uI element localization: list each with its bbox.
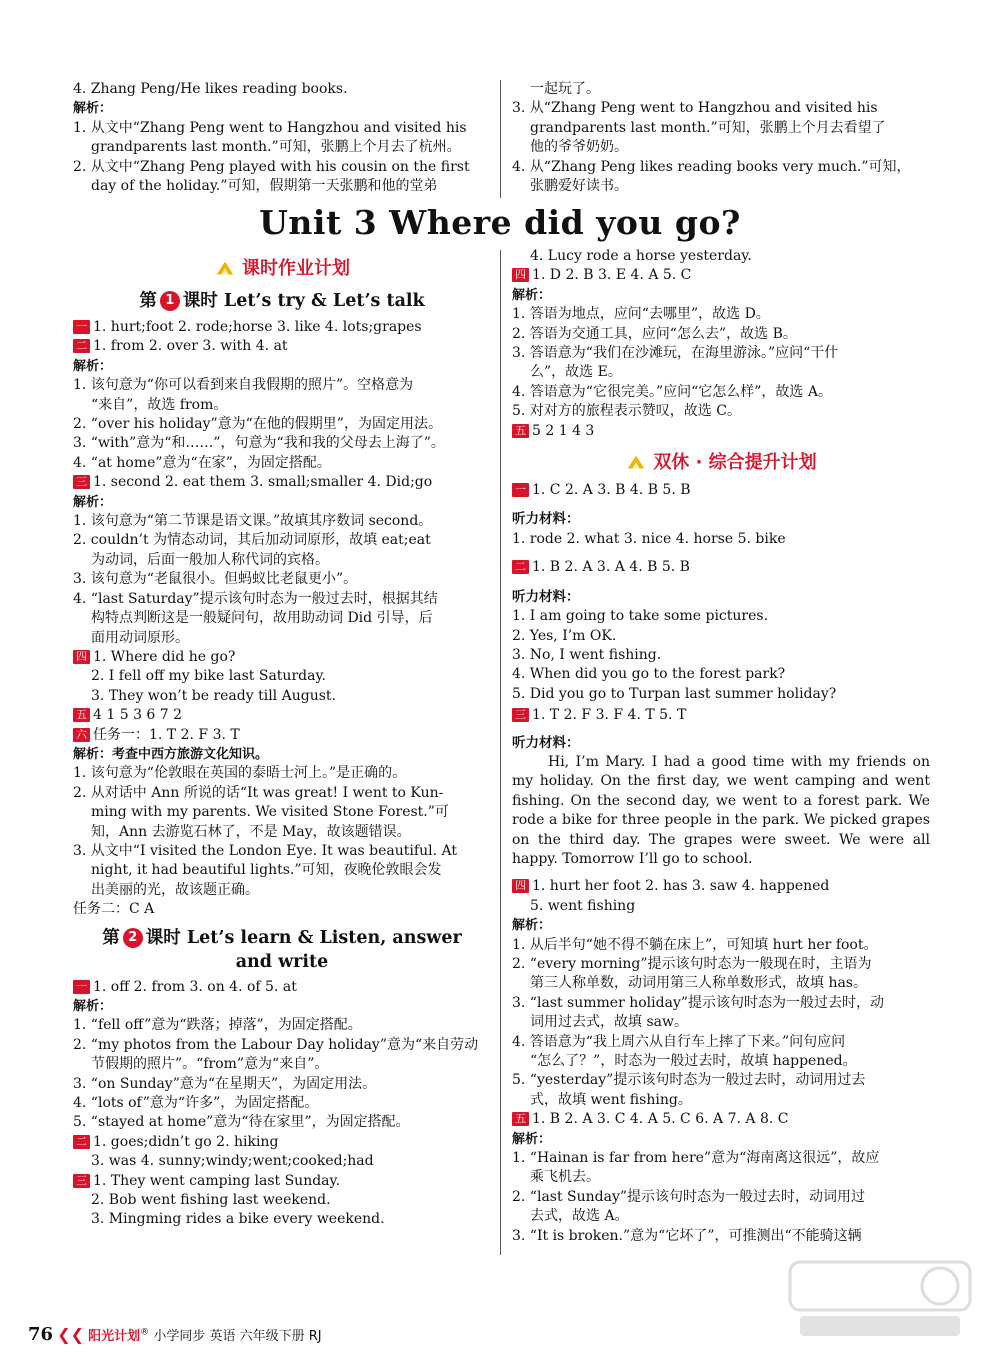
analysis-line: 1. “Hainan is far from here”意为“海南离这很远”，故应 <box>512 1150 880 1167</box>
analysis-line: 3. “It is broken.”意为“它坏了”，可推测出“不能骑这辆 <box>512 1227 862 1244</box>
analysis-line: 4. 从“Zhang Peng likes reading books very much.”可知， <box>512 158 911 175</box>
column-divider-top <box>500 80 501 198</box>
analysis-line: 节假期的照片”。“from”意为“来自”。 <box>91 1056 329 1073</box>
analysis-line: 2. 从文中“Zhang Peng played with his cousin on the first <box>73 158 470 175</box>
answer-line <box>73 726 491 745</box>
answer-line <box>73 1172 491 1191</box>
answer-text: 1. from 2. over 3. with 4. at <box>93 338 288 355</box>
analysis-line: 3. 从文中“I visited the London Eye. It was beautiful. At <box>73 842 457 859</box>
top-right-block <box>512 80 930 196</box>
lesson-title: 课时 Let’s learn & Listen, answer <box>145 927 462 948</box>
lesson-title-cont: and write <box>235 951 329 972</box>
analysis-line: 张鹏爱好读书。 <box>530 178 628 195</box>
analysis-line: 第三人称单数，动词用第三人称单数形式，故填 has。 <box>530 975 867 992</box>
answer-line <box>73 337 491 356</box>
listening-line: 5. Did you go to Turpan last summer holiday? <box>512 685 837 702</box>
sun-hat-icon <box>625 452 647 474</box>
lesson-prefix: 第 <box>102 927 120 948</box>
listening-line: 1. rode 2. what 3. nice 4. horse 5. bike <box>512 530 786 547</box>
analysis-label: 解析：考查中西方旅游文化知识。 <box>73 746 269 762</box>
right-column <box>512 247 930 1246</box>
analysis-line: 2. “over his holiday”意为“在他的假期里”，为固定用法。 <box>73 416 442 433</box>
question-badge: 四 <box>512 879 529 893</box>
question-badge: 三 <box>73 475 90 489</box>
analysis-line: 4. 答语意为“它很完美。”应问“它怎么样”，故选 A。 <box>512 383 832 400</box>
analysis-line: 词用过去式，故填 saw。 <box>530 1014 688 1031</box>
answer-text: 1. second 2. eat them 3. small;smaller 4. Did;go <box>93 474 433 491</box>
answer-line: 4. Lucy rode a horse yesterday. <box>530 248 752 264</box>
answer-text: 5 2 1 4 3 <box>532 422 595 439</box>
analysis-line: 3. “last summer holiday”提示该句时态为一般过去时，动 <box>512 994 885 1011</box>
double-chevron-icon: ❮❮ <box>57 1325 85 1344</box>
analysis-line: ming with my parents. We visited Stone Forest.”可 <box>91 804 449 821</box>
analysis-line: 1. 该句意为“你可以看到来自我假期的照片”。空格意为 <box>73 377 414 394</box>
listening-material-label: 听力材料： <box>512 734 580 751</box>
answer-line <box>512 422 930 441</box>
answer-text: 1. T 2. F 3. F 4. T 5. T <box>532 707 687 724</box>
answer-line <box>73 706 491 725</box>
question-badge: 一 <box>512 483 529 497</box>
question-badge: 三 <box>512 708 529 722</box>
sun-hat-icon <box>214 258 236 280</box>
analysis-line: night, it had beautiful lights.”可知，夜晚伦敦眼会发 <box>91 862 442 879</box>
lesson-title: 课时 Let’s try & Let’s talk <box>182 291 425 311</box>
question-badge: 二 <box>73 1135 90 1149</box>
answer-line: 任务二：C A <box>73 901 155 918</box>
analysis-line: 3. 从“Zhang Peng went to Hangzhou and visited his <box>512 100 878 117</box>
question-badge: 二 <box>73 339 90 353</box>
question-badge: 五 <box>512 1112 529 1126</box>
answer-line <box>512 558 930 577</box>
left-column <box>73 253 491 1230</box>
analysis-line: 知，Ann 去游览石林了，不是 May，故该题错误。 <box>91 823 411 840</box>
analysis-line: 一起玩了。 <box>530 81 600 97</box>
question-badge: 六 <box>73 728 90 742</box>
answer-line <box>512 1110 930 1129</box>
section-title-text: 课时作业计划 <box>242 258 350 280</box>
answer-line: 4. Zhang Peng/He likes reading books. <box>73 81 348 97</box>
answer-text: 1. hurt;foot 2. rode;horse 3. like 4. lots;grapes <box>93 319 422 335</box>
analysis-label: 解析： <box>73 999 113 1014</box>
section-title-homework <box>73 253 491 285</box>
analysis-line: 2. “my photos from the Labour Day holiday”意为“来自劳动 <box>73 1036 479 1053</box>
registered-mark: ® <box>140 1327 150 1338</box>
question-badge: 三 <box>73 1174 90 1188</box>
listening-line: 2. Yes, I’m OK. <box>512 627 617 644</box>
analysis-label: 解析： <box>73 494 113 510</box>
answer-line <box>73 318 491 337</box>
analysis-line: 3. “on Sunday”意为“在星期天”，为固定用法。 <box>73 1075 377 1092</box>
analysis-line: 3. 该句意为“老鼠很小。但蚂蚁比老鼠更小”。 <box>73 571 358 588</box>
answer-line: 3. They won’t be ready till August. <box>91 687 336 704</box>
answer-line: 2. Bob went fishing last weekend. <box>91 1192 331 1209</box>
lesson-number-badge: 2 <box>123 928 143 948</box>
answer-text: 1. off 2. from 3. on 4. of 5. at <box>93 978 297 995</box>
answer-text: 1. B 2. A 3. A 4. B 5. B <box>532 559 690 576</box>
watermark-logo <box>780 1254 980 1344</box>
analysis-line: “来自”，故选 from。 <box>91 396 228 413</box>
analysis-line: 1. 该句意为“第二节课是语文课。”故填其序数词 second。 <box>73 513 433 530</box>
analysis-line: 1. 答语为地点，应问“去哪里”，故选 D。 <box>512 306 770 323</box>
listening-material-label: 听力材料： <box>512 588 580 605</box>
answer-text: 1. C 2. A 3. B 4. B 5. B <box>532 482 691 499</box>
analysis-line: 2. 答语为交通工具，应问“怎么去”，故选 B。 <box>512 325 797 342</box>
analysis-line: 2. couldn’t 为情态动词，其后加动词原形，故填 eat;eat <box>73 532 431 549</box>
question-badge: 四 <box>73 650 90 664</box>
analysis-line: 5. 对对方的旅程表示赞叹，故选 C。 <box>512 403 741 420</box>
answer-text: 1. D 2. B 3. E 4. A 5. C <box>532 267 692 284</box>
analysis-line: 5. “yesterday”提示该句时态为一般过去时，动词用过去 <box>512 1072 866 1089</box>
answer-text: 4 1 5 3 6 7 2 <box>93 707 183 724</box>
listening-line: 1. I am going to take some pictures. <box>512 608 769 625</box>
analysis-line: 式，故填 went fishing。 <box>530 1091 692 1108</box>
answer-line <box>73 648 491 667</box>
listening-line: 3. No, I went fishing. <box>512 646 662 663</box>
answer-text: 1. hurt her foot 2. has 3. saw 4. happened <box>532 878 830 895</box>
analysis-line: 4. “last Saturday”提示该句时态为一般过去时，根据其结 <box>73 590 438 607</box>
unit-title: Unit 3 Where did you go? <box>259 203 741 242</box>
question-badge: 一 <box>73 320 90 334</box>
listening-passage: Hi, I’m Mary. I had a good time with my friends on my holiday. On the first day, we went camping and went fishing. On the second day, we went to a forest park. We rode a bike for three people in the park. We picked grapes on the third day. The grapes were sweet. We were all happy. Tomorrow I’ll go to school. <box>512 753 930 867</box>
analysis-label: 解析： <box>512 287 552 303</box>
analysis-label: 解析： <box>512 1131 552 1147</box>
analysis-label: 解析： <box>73 101 113 117</box>
listening-line: 4. When did you go to the forest park? <box>512 666 786 683</box>
analysis-line: 么”，故选 E。 <box>530 364 622 381</box>
answer-line <box>512 266 930 285</box>
top-left-block <box>73 80 491 196</box>
answer-text: 1. Where did he go? <box>93 648 236 665</box>
section-title-weekend <box>512 447 930 479</box>
analysis-line: 构特点判断这是一般疑问句，故用助动词 Did 引导，后 <box>91 610 433 627</box>
analysis-line: “怎么了？”，时态为一般过去时，故填 happened。 <box>530 1053 857 1070</box>
analysis-line: 3. 答语意为“我们在沙滩玩，在海里游泳。”应问“干什 <box>512 345 839 362</box>
answer-line: 3. was 4. sunny;windy;went;cooked;had <box>91 1153 374 1170</box>
question-badge: 五 <box>512 424 529 438</box>
analysis-line: 4. “lots of”意为“许多”，为固定搭配。 <box>73 1095 319 1112</box>
answer-line <box>512 706 930 725</box>
answer-text: 1. goes;didn’t go 2. hiking <box>93 1133 279 1150</box>
analysis-line: grandparents last month.”可知，张鹏上个月去看望了 <box>530 119 886 136</box>
analysis-line: 出美丽的光，故该题正确。 <box>91 881 259 898</box>
page-number: 76 <box>28 1324 54 1345</box>
analysis-line: 4. 答语意为“我上周六从自行车上摔了下来。”问句应问 <box>512 1033 846 1050</box>
lesson-prefix: 第 <box>139 291 157 311</box>
question-badge: 五 <box>73 708 90 722</box>
analysis-line: 1. 从文中“Zhang Peng went to Hangzhou and visited his <box>73 119 467 136</box>
analysis-line: 2. “last Sunday”提示该句时态为一般过去时，动词用过 <box>512 1188 866 1205</box>
brand-name: 阳光计划 <box>88 1329 141 1344</box>
column-divider-main <box>500 250 501 1255</box>
page-footer <box>28 1324 322 1345</box>
question-badge: 二 <box>512 560 529 574</box>
analysis-line: 1. 从后半句“她不得不躺在床上”，可知填 hurt her foot。 <box>512 936 878 953</box>
question-badge: 一 <box>73 980 90 994</box>
analysis-label: 解析： <box>73 358 113 374</box>
lesson-2-heading <box>73 926 491 974</box>
analysis-line: 为动词，后面一般加人称代词的宾格。 <box>91 551 329 568</box>
question-badge: 四 <box>512 268 529 282</box>
answer-text: 1. They went camping last Sunday. <box>93 1172 341 1189</box>
book-info: 小学同步 英语 六年级下册 RJ <box>153 1329 322 1344</box>
answer-line: 5. went fishing <box>530 897 636 914</box>
section-title-text: 双休 · 综合提升计划 <box>653 452 817 474</box>
analysis-line: 1. 该句意为“伦敦眼在英国的泰晤士河上。”是正确的。 <box>73 765 407 782</box>
answer-line <box>512 877 930 896</box>
answer-text: 1. B 2. A 3. C 4. A 5. C 6. A 7. A 8. C <box>532 1111 789 1128</box>
answer-text: 任务一：1. T 2. F 3. T <box>93 726 240 743</box>
analysis-line: 去式，故选 A。 <box>530 1208 629 1225</box>
analysis-line: 4. “at home”意为“在家”，为固定搭配。 <box>73 454 331 471</box>
answer-line <box>512 481 930 500</box>
answer-line: 3. Mingming rides a bike every weekend. <box>91 1211 385 1228</box>
analysis-line: day of the holiday.”可知，假期第一天张鹏和他的堂弟 <box>91 178 438 195</box>
answer-line <box>73 473 491 492</box>
analysis-line: 他的爷爷奶奶。 <box>530 139 628 156</box>
answer-line <box>73 978 491 997</box>
answer-line: 2. I fell off my bike last Saturday. <box>91 668 326 685</box>
analysis-line: 乘飞机去。 <box>530 1169 600 1186</box>
listening-material-label: 听力材料： <box>512 511 580 528</box>
analysis-line: 1. “fell off”意为“跌落；掉落”，为固定搭配。 <box>73 1017 362 1034</box>
analysis-label: 解析： <box>512 918 552 934</box>
analysis-line: 2. 从对话中 Ann 所说的话“It was great! I went to Kun- <box>73 784 444 801</box>
analysis-line: 面用动词原形。 <box>91 629 189 646</box>
analysis-line: 5. “stayed at home”意为“待在家里”，为固定搭配。 <box>73 1114 410 1131</box>
analysis-line: 2. “every morning”提示该句时态为一般现在时，主语为 <box>512 956 872 972</box>
lesson-number-badge: 1 <box>160 291 180 311</box>
lesson-1-heading <box>73 289 491 313</box>
analysis-line: grandparents last month.”可知，张鹏上个月去了杭州。 <box>91 139 461 156</box>
answer-line <box>73 1133 491 1152</box>
analysis-line: 3. “with”意为“和……”，句意为“我和我的父母去上海了”。 <box>73 435 445 452</box>
